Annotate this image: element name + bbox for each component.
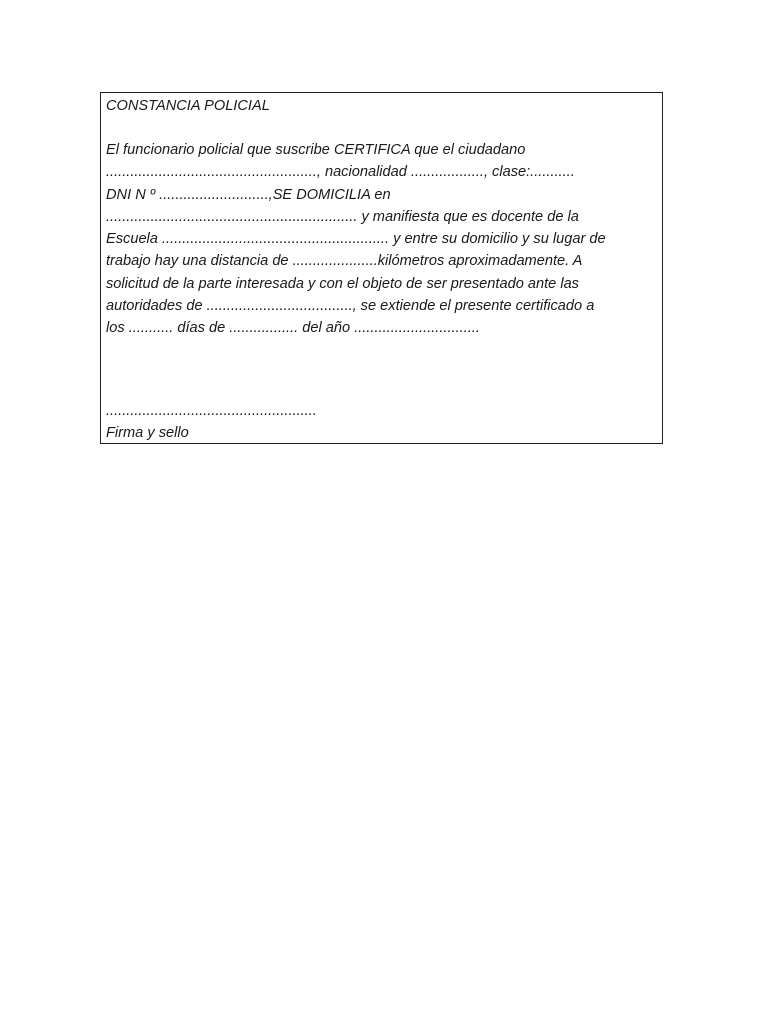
document-title: CONSTANCIA POLICIAL (106, 98, 270, 114)
body-line: ...................................................., nacionalidad .................., clase:........... (106, 164, 575, 181)
body-line: trabajo hay una distancia de .....................kilómetros aproximadamente. A (106, 253, 583, 270)
body-line: Escuela ........................................................ y entre su domicilio y su lugar de (106, 231, 606, 248)
certificate-body (106, 139, 656, 340)
body-line: DNI N º ...........................,SE DOMICILIA en (106, 186, 391, 203)
body-line: solicitud de la parte interesada y con el objeto de ser presentado ante las (106, 275, 579, 292)
body-line: los ........... días de ................. del año ............................... (106, 320, 480, 337)
body-line: autoridades de ...................................., se extiende el presente certificado a (106, 298, 595, 315)
body-line: El funcionario policial que suscribe CERTIFICA que el ciudadano (106, 142, 526, 158)
signature-label: Firma y sello (106, 425, 189, 442)
certificate-box (100, 92, 663, 444)
signature-line: .................................................... (106, 403, 317, 419)
signature-block (106, 400, 317, 445)
body-line: .............................................................. y manifiesta que es docente de la (106, 208, 579, 225)
